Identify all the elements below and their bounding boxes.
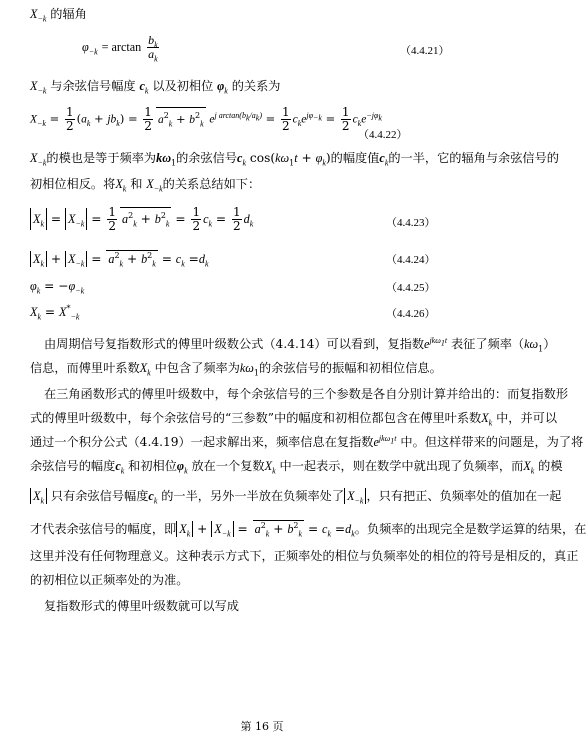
text: 式的傅里叶级数中，每个余弦信号的“三参数”中的幅度和初相位都包含在傅里叶系数: [30, 411, 482, 425]
equation-number: （4.4.23）: [386, 217, 436, 229]
text: 中，并可以: [496, 411, 558, 425]
page-number: 第 16 页: [240, 720, 284, 733]
subscript: −k: [37, 14, 47, 24]
denominator-sub: k: [154, 54, 158, 64]
text: ，只有把正、负频率处的值加在一起: [366, 489, 562, 503]
eq-arctan: = arctan: [101, 40, 142, 54]
text: 的关系总结如下：: [162, 177, 261, 191]
denominator: a: [148, 47, 155, 61]
text: 的模也是等于频率为: [46, 151, 157, 165]
text: 的关系为: [231, 79, 281, 93]
eq-lhs: φ: [82, 40, 89, 54]
paragraph-2-line-1: 在三角函数形式的傅里叶级数中，每个余弦信号的三个参数是各自分别计算并给出的：而复指数形: [44, 387, 569, 401]
relation-line: $X_{-k}$ 与余弦信号幅度 $c_k$ 以及初相位 $\varphi_k$ 的关系为: [30, 79, 281, 96]
paragraph-2-line-6: 才代表余弦信号的幅度，即 $X_k + X_{-k} = a^2_k + b^2_k = c_k =d_k$。负频率的出现完全是数学运算的结果，在: [30, 520, 586, 539]
intro-line: [30, 6, 87, 22]
equation-4-4-22: $X_{-k}$ = $\frac{1}{2}$ $(a_k + jb_k)$ = $\frac{1}{2}$ $a^2_k + b^2_k$ $e^{j arctan(b_k/a_k)}$ = $\frac{1}{2}$ $c_ke^{j\varphi_{-k}}$ = $\frac{1}{2}$ $c_ke^{-j\varphi_k}$: [30, 105, 382, 133]
paragraph-3-line-1: 复指数形式的傅里叶级数就可以写成: [44, 599, 239, 613]
equation-number: （4.4.21）: [400, 45, 450, 57]
modulus-line: $X_{-k}$的模也是等于频率为$k\omega_1$的余弦信号$c_k$ $\cos(k\omega_1t + \varphi_k)$的幅度值$c_k$的一半，它的辐角与余弦信号的: [30, 151, 559, 168]
text: 中一起表示，则在数学中就出现了负频率，而: [279, 459, 524, 473]
text: 初相位相反。将: [30, 177, 116, 191]
equation-4-4-21: [82, 33, 161, 64]
paragraph-2-line-4: 余弦信号的幅度$c_k$ 和初相位$\varphi_k$ 放在一个复数$X_k$ 中一起表示，则在数学中就出现了负频率，而$X_k$ 的模: [30, 459, 563, 476]
text: 。负频率的出现完全是数学运算的结果，在: [354, 522, 586, 536]
equation-4-4-26: $X_k = X^*_{-k}$: [30, 303, 80, 322]
numerator-sub: k: [154, 40, 158, 50]
text: 中。但这样带来的问题是，为了将: [400, 435, 584, 449]
text: 才代表余弦信号的幅度，即: [30, 522, 177, 536]
text: 通过一个积分公式（4.4.19）一起求解出来，频率信息在复指数: [30, 435, 374, 449]
eq-lhs-sub: −k: [88, 47, 98, 57]
equation-number: （4.4.25）: [386, 282, 436, 294]
text: 的幅度值: [330, 151, 380, 165]
equation-number: （4.4.24）: [386, 254, 436, 266]
text: 的模: [538, 459, 563, 473]
paragraph-2-line-7: 这里并没有任何物理意义。这种表示方式下，正频率处的相位与负频率处的相位的符号是相反的，真正: [30, 549, 579, 563]
fraction: [147, 33, 159, 64]
paragraph-1-line-2: 信息，而傅里叶系数$X_k$ 中包含了频率为$k\omega_1$的余弦信号的振幅和初相位信息。: [30, 361, 442, 378]
paragraph-2-line-3: 通过一个积分公式（4.4.19）一起求解出来，频率信息在复指数$e^{jk\omega_1t}$ 中。但这样带来的问题是，为了将: [30, 433, 584, 449]
text: ）: [543, 337, 556, 351]
text: 由周期信号复指数形式的傅里叶级数公式（4.4.14）可以看到，复指数: [44, 337, 425, 351]
text: 和初相位: [128, 459, 177, 473]
paragraph-2-line-5: $X_k$ 只有余弦信号幅度$c_k$ 的一半，另外一半放在负频率处了 $X_{-k}$ ，只有把正、负频率处的值加在一起: [30, 488, 561, 504]
text: 的余弦信号的振幅和初相位信息。: [259, 361, 442, 375]
paragraph-2-line-2: 式的傅里叶级数中，每个余弦信号的“三参数”中的幅度和初相位都包含在傅里叶系数$X_k$ 中，并可以: [30, 411, 558, 428]
equation-4-4-23: $X_k = X_{-k}$ = $\frac{1}{2}$ $a^2_k + b^2_k$ = $\frac{1}{2}$ $c_k$ = $\frac{1}{2}$ $d_k$: [30, 206, 253, 233]
text: 中包含了频率为: [154, 361, 240, 375]
text: 与余弦信号幅度: [50, 79, 136, 93]
text: 信息，而傅里叶系数: [30, 361, 140, 375]
text: 的一半，另外一半放在负频率处了: [161, 489, 345, 503]
equation-4-4-25: $\varphi_k = -\varphi_{-k}$: [30, 279, 85, 296]
equation-number: （4.4.22）: [358, 129, 408, 141]
text: 放在一个复数: [191, 459, 265, 473]
paragraph-1-line-1: 由周期信号复指数形式的傅里叶级数公式（4.4.14）可以看到，复指数$e^{jk\omega_1t}$ 表征了频率$(k\omega_1)$: [44, 335, 556, 354]
numerator: b: [148, 33, 155, 47]
text: 的辐角: [50, 7, 87, 21]
text: 表征了频率（: [450, 337, 525, 351]
summary-line: 初相位相反。将$X_k$ 和 $X_{-k}$的关系总结如下：: [30, 177, 261, 194]
text: 和: [130, 177, 143, 191]
text: 以及初相位: [152, 79, 214, 93]
text: 只有余弦信号幅度: [50, 489, 149, 503]
equation-number: （4.4.26）: [386, 308, 436, 320]
text: 余弦信号的幅度: [30, 459, 116, 473]
symbol-x: X: [30, 7, 38, 21]
equation-4-4-24: $X_k + X_{-k} = a^2_k + b^2_k = c_k =d_k$: [30, 250, 209, 267]
paragraph-2-line-8: 的初相位以正频率处的为准。: [30, 573, 189, 587]
text: 的一半，它的辐角与余弦信号的: [388, 151, 559, 165]
text: 的余弦信号: [176, 151, 238, 165]
